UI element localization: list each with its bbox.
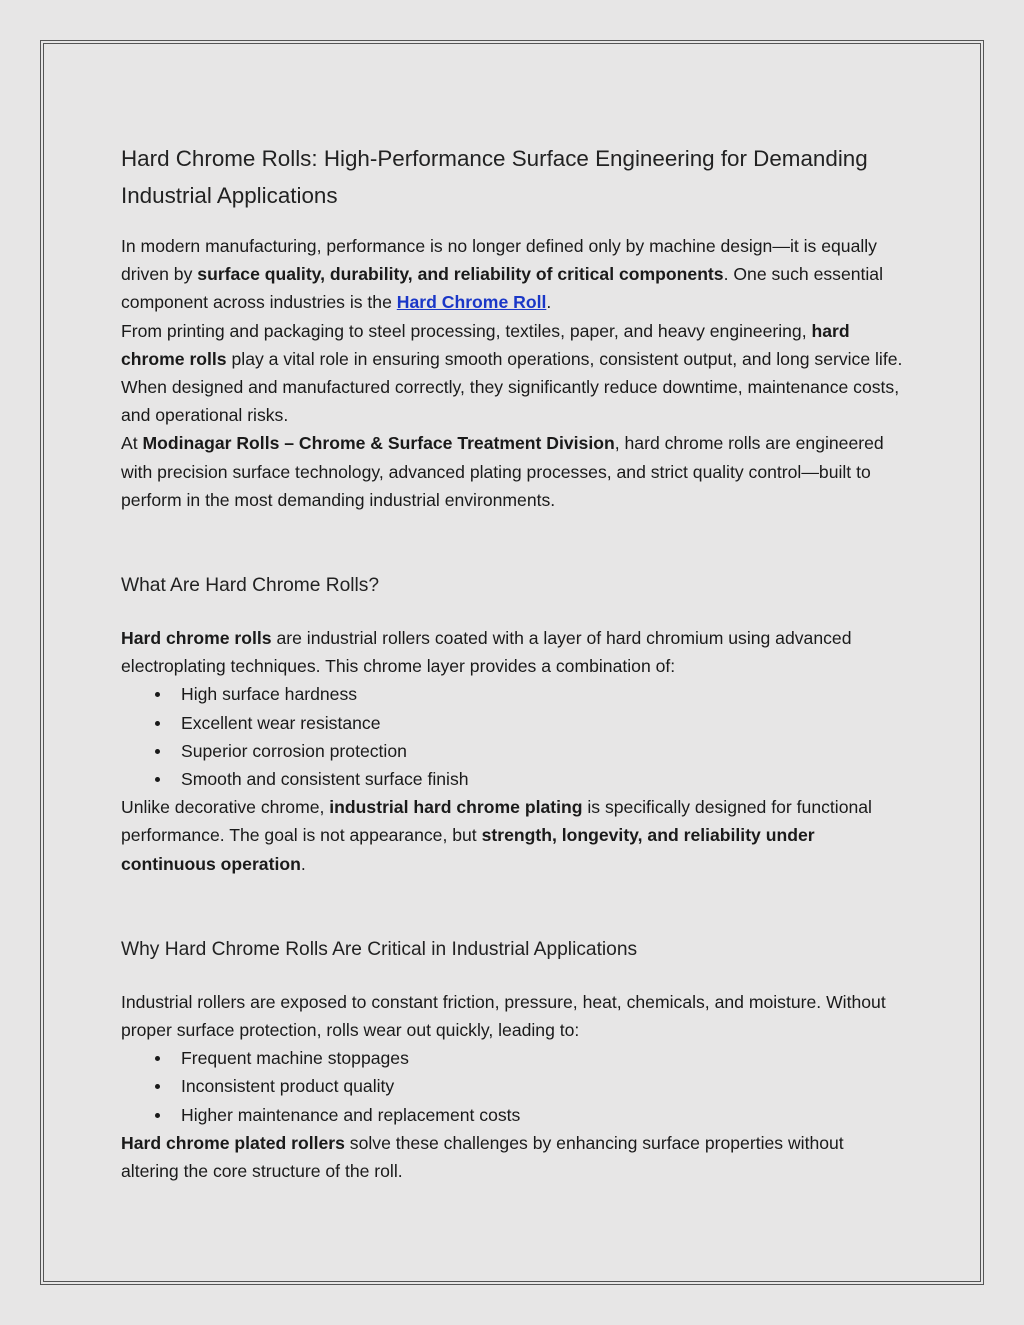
intro-p3-text-a: At	[121, 433, 143, 454]
section1-p2-text-b: is specifically designed for functional performance. The goal is not appearance, but	[121, 797, 872, 846]
hard-chrome-roll-link[interactable]: Hard Chrome Roll	[396, 292, 547, 313]
intro-p1-text-c: .	[546, 292, 552, 313]
section1-p2-bold-1: industrial hard chrome plating	[329, 797, 583, 818]
list-item: Higher maintenance and replacement costs	[181, 1101, 906, 1129]
intro-p2-text-a: From printing and packaging to steel processing, textiles, paper, and heavy engineering,	[121, 320, 812, 341]
document-body	[121, 140, 906, 1185]
section1-p1-text: are industrial rollers coated with a layer of hard chromium using advanced electroplating techniques. This chrome layer provides a combination of:	[121, 628, 852, 677]
section1-paragraph-2	[121, 793, 906, 878]
intro-p2-bold: hard chrome rolls	[121, 320, 850, 369]
intro-p3-text-b: , hard chrome rolls are engineered with precision surface technology, advanced plating processes, and strict quality control—built to perform in the most demanding industrial environments.	[121, 433, 884, 510]
section2-p2-bold: Hard chrome plated rollers	[121, 1132, 345, 1153]
intro-paragraph-1	[121, 232, 906, 317]
section2-p2-text: solve these challenges by enhancing surface properties without altering the core structure of the roll.	[121, 1132, 844, 1182]
intro-p1-text-b: . One such essential component across industries is the	[121, 264, 884, 313]
section2-paragraph-1: Industrial rollers are exposed to constant friction, pressure, heat, chemicals, and moisture. Without proper surface protection, rolls wear out quickly, leading to:	[121, 991, 886, 1041]
intro-paragraph-2	[121, 317, 906, 430]
section-heading-why-critical: Why Hard Chrome Rolls Are Critical in Industrial Applications	[121, 938, 638, 960]
section1-p2-bold-2: strength, longevity, and reliability under continuous operation	[121, 825, 815, 874]
section1-p2-text-a: Unlike decorative chrome,	[121, 797, 330, 818]
section1-p1-bold: Hard chrome rolls	[121, 628, 272, 649]
list-item: Frequent machine stoppages	[181, 1044, 906, 1072]
intro-p3-bold: Modinagar Rolls – Chrome & Surface Treatment Division	[142, 433, 615, 454]
list-item: Superior corrosion protection	[181, 737, 906, 765]
list-item: Inconsistent product quality	[181, 1072, 906, 1100]
document-title: Hard Chrome Rolls: High-Performance Surface Engineering for Demanding Industrial Applications	[121, 146, 868, 208]
intro-p1-bold: surface quality, durability, and reliability of critical components	[197, 264, 724, 285]
section2-paragraph-2	[121, 1129, 906, 1185]
section-heading-what-are: What Are Hard Chrome Rolls?	[121, 575, 380, 597]
intro-p2-text-b: play a vital role in ensuring smooth operations, consistent output, and long service life. When designed and manufactured correctly, they significantly reduce downtime, maintenance costs, and operational risks.	[121, 348, 903, 426]
section1-p2-text-c: .	[300, 853, 306, 874]
intro-paragraph-3	[121, 429, 906, 514]
list-item: Smooth and consistent surface finish	[181, 765, 906, 793]
section2-bullet-list	[121, 1044, 906, 1129]
section1-bullet-list	[121, 680, 906, 793]
list-item: High surface hardness	[181, 680, 906, 708]
intro-p1-text-a: In modern manufacturing, performance is no longer defined only by machine design—it is equally driven by	[121, 236, 877, 285]
section1-paragraph-1	[121, 624, 906, 680]
list-item: Excellent wear resistance	[181, 709, 906, 737]
